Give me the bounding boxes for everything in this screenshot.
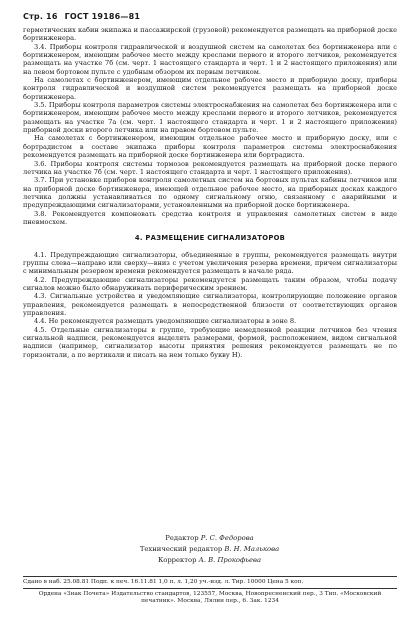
paragraph: 3.7. При установке приборов контроля самолетных систем на бортовых пультах кабины летчиков или на приборной доске бортинженера, имеющей отдельное рабочее место, на приборных досках каждого летчика должны устанавливаться по одному сигнальному огню, связанному с аварийными и предупреждающими сигнализаторами, установленными на приборной доске бортинженера. [23, 176, 397, 210]
section-title: 4. РАЗМЕЩЕНИЕ СИГНАЛИЗАТОРОВ [134, 234, 286, 243]
paragraph: 4.4. Не рекомендуется размещать уведомляющие сигнализаторы в зоне 8. [34, 317, 297, 326]
paragraph: На самолетах с бортинженером, имеющим отдельное рабочее место и приборную доску, или с бортрадистом в составе экипажа приборы контроля параметров системы электроснабжения рекомендуется размещать на приборной доске бортинженера или бортрадиста. [23, 134, 397, 160]
page-header [23, 12, 144, 21]
divider-top [23, 576, 397, 577]
publisher-info: Ордена «Знак Почета» Издательство стандартов, 123557, Москва, Новопресненский пер., 3 Тип. «Московский печатник». Москва, Лялин пер., 6. Зак. 1234 [38, 591, 382, 604]
corrector-line: Корректор А. В. Прокофьева [157, 556, 262, 564]
tech-editor-line: Технический редактор В. Н. Малькова [139, 545, 280, 553]
paragraph: 3.6. Приборы контроля системы тормозов рекомендуется размещать на приборной доске первого летчика на участке 7б (см. черт. 1 настоящего стандарта и черт. 1 настоящего приложения). [23, 159, 397, 176]
paragraph: 3.5. Приборы контроля параметров системы электроснабжения на самолетах без бортинженера или с бортинженером, имеющим рабочее место между креслами первого и второго летчиков, рекомендуется размещать на участке 7а (см. черт. 1 настоящего стандарта и черт. 1 и 2 настоящего приложения) приборной доски второго летчика или на правом бортовом пульте. [23, 101, 397, 135]
editor-line: Редактор Р. С. Федорова [165, 534, 254, 542]
paragraph: 3.4. Приборы контроля гидравлической и воздушной систем на самолетах без бортинженера или с бортинженером, имеющим рабочее место между креслами первого и второго летчиков, рекомендуется размещать на участке 7б (см. черт. 1 настоящего стандарта и черт. 1 и 2 настоящего приложения) или на левом бортовом пульте с удобным обзором их первым летчиком. [23, 42, 397, 76]
paragraph: 4.5. Отдельные сигнализаторы в группе, требующие немедленной реакции летчиков без чтения сигнальной надписи, рекомендуется выделять размерами, формой, расположением, видом сигнальной надписи (например, сигнализатор высоты принятия решения рекомендуется размещать не по горизонтали, а по вертикали и писать на нем только букву Н). [23, 325, 397, 359]
paragraph: 4.3. Сигнальные устройства и уведомляющие сигнализаторы, контролирующие положение органов управления, рекомендуется размещать в непосредственной близости от соответствующих органов управления. [23, 292, 397, 317]
standard-code: ГОСТ 19186—81 [64, 12, 141, 21]
paragraphs-bottom [23, 251, 397, 359]
paragraph: 4.2. Предупреждающие сигнализаторы рекомендуется размещать таким образом, чтобы подачу сигналов можно было обнаруживать периферическим зрением. [23, 275, 397, 292]
page-number: Стр. 16 [23, 12, 58, 21]
paragraph: 4.1. Предупреждающие сигнализаторы, объединенные в группы, рекомендуется размещать внутри группы слева—направо или сверху—вниз с учетом увеличения резерва времени, причем сигнализаторы с минимальным резервом времени рекомендуется размещать в начале ряда. [23, 250, 397, 276]
paragraph: На самолетах с бортинженером, имеющим отдельное рабочее место и приборную доску, приборы контроля гидравлической и воздушной систем рекомендуется размещать на приборной доске бортинженера. [23, 76, 397, 101]
editors-block [0, 533, 419, 566]
paragraph: 3.8. Рекомендуется компоновать средства контроля и управления самолетных систем в виде пневмосхем. [23, 209, 397, 226]
divider-bottom [23, 588, 397, 589]
document-body [23, 26, 397, 359]
paragraphs-top [23, 26, 397, 226]
paragraph: герметических кабин экипажа и пассажирской (грузовой) рекомендуется размещать на приборной доске бортинженера. [23, 26, 397, 43]
print-info: Сдано в наб. 25.08.81 Подп. к печ. 16.11.81 1,0 п. л. 1,20 уч.-изд. л. Тир. 10000 Цена 5 коп. [23, 579, 304, 585]
